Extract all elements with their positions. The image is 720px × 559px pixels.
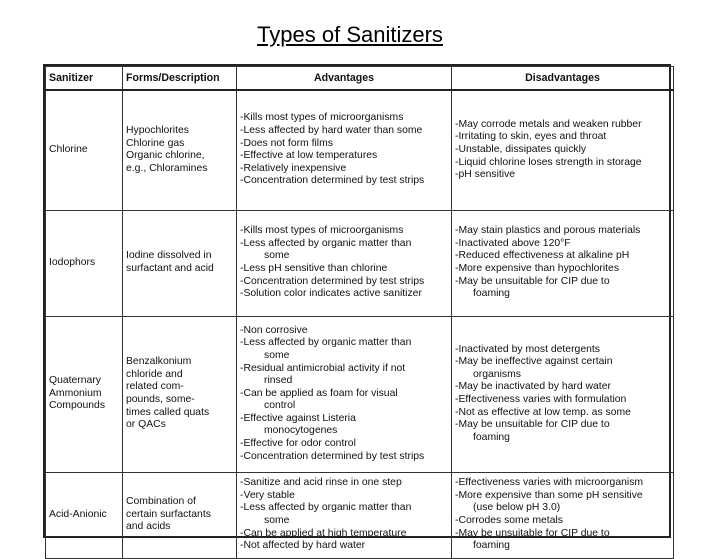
cell-line: -May be inactivated by hard water — [455, 381, 611, 393]
cell-line: -Concentration determined by test strips — [240, 450, 425, 462]
cell-disadvantages — [452, 210, 674, 316]
header-advantages: Advantages — [237, 67, 452, 91]
header-row — [46, 67, 674, 91]
cell-line: -More expensive than hypochlorites — [455, 263, 620, 274]
cell-line: certain surfactants — [126, 508, 211, 520]
cell-disadvantages — [452, 472, 674, 558]
cell-line: -Effectiveness varies with microorganism — [455, 477, 644, 489]
cell-advantages — [237, 316, 452, 472]
cell-line: times called quats — [126, 406, 210, 418]
cell-line: -Less affected by organic matter than — [240, 337, 412, 349]
cell-line: -Kills most types of microorganisms — [240, 112, 404, 124]
sanitizer-table-frame — [43, 64, 671, 552]
cell-line: -pH sensitive — [455, 169, 516, 181]
cell-line: Ammonium — [49, 387, 102, 399]
cell-line: -Kills most types of microorganisms — [240, 225, 404, 237]
cell-line: organisms — [473, 368, 521, 380]
cell-line: pounds, some- — [126, 394, 195, 405]
cell-line: and acids — [126, 521, 171, 533]
cell-line: (use below pH 3.0) — [473, 502, 561, 514]
cell-line: -More expensive than some pH sensitive — [455, 489, 643, 501]
header-disadvantages: Disadvantages — [452, 67, 674, 91]
cell-sanitizer — [46, 316, 123, 472]
cell-line: -Reduced effectiveness at alkaline pH — [455, 250, 630, 262]
row-quaternary-ammonium — [46, 316, 674, 472]
cell-sanitizer — [46, 210, 123, 316]
cell-disadvantages — [452, 316, 674, 472]
cell-line: -Inactivated by most detergents — [455, 343, 600, 355]
cell-line: monocytogenes — [264, 425, 338, 437]
cell-line: Chlorine gas — [126, 137, 185, 149]
cell-line: some — [264, 349, 290, 361]
cell-line: -May corrode metals and weaken rubber — [455, 118, 642, 130]
cell-line: -Liquid chlorine loses strength in storage — [455, 156, 642, 168]
row-acid-anionic — [46, 472, 674, 558]
cell-line: -Less affected by organic matter than — [240, 502, 412, 514]
header-forms: Forms/Description — [123, 67, 237, 91]
cell-line: -Irritating to skin, eyes and throat — [455, 131, 607, 143]
cell-disadvantages — [452, 90, 674, 210]
cell-line: foaming — [473, 431, 510, 443]
cell-line: e.g., Chloramines — [126, 162, 208, 174]
cell-line: Benzalkonium — [126, 356, 192, 368]
cell-line: Iodophors — [49, 256, 96, 268]
cell-line: -Effective against Listeria — [240, 412, 356, 424]
cell-line: or QACs — [126, 419, 166, 431]
cell-advantages — [237, 210, 452, 316]
cell-forms — [123, 210, 237, 316]
cell-sanitizer — [46, 90, 123, 210]
cell-line: -May be unsuitable for CIP due to — [455, 419, 610, 431]
sanitizer-table — [45, 66, 674, 559]
cell-line: -Concentration determined by test strips — [240, 175, 425, 187]
cell-line: -Corrodes some metals — [455, 515, 563, 526]
cell-forms — [123, 90, 237, 210]
page-title: Types of Sanitizers — [257, 22, 443, 47]
cell-line: chloride and — [126, 368, 183, 380]
cell-advantages — [237, 472, 452, 558]
cell-line: -May be unsuitable for CIP due to — [455, 275, 610, 287]
cell-line: surfactant and acid — [126, 263, 214, 274]
cell-line: -Can be applied at high temperature — [240, 527, 407, 539]
cell-line: -Not as effective at low temp. as some — [455, 406, 631, 418]
cell-line: foaming — [473, 540, 510, 552]
cell-line: -Relatively inexpensive — [240, 162, 347, 174]
cell-line: -Very stable — [240, 489, 295, 501]
cell-line: Iodine dissolved in — [126, 250, 212, 262]
cell-advantages — [237, 90, 452, 210]
cell-line: control — [264, 400, 296, 412]
cell-line: -Effective for odor control — [240, 438, 356, 450]
cell-line: -Sanitize and acid rinse in one step — [240, 477, 402, 489]
cell-line: -Effectiveness varies with formulation — [455, 394, 627, 405]
cell-line: rinsed — [264, 375, 293, 387]
cell-line: -Residual antimicrobial activity if not — [240, 362, 406, 374]
cell-line: -Solution color indicates active sanitizer — [240, 288, 422, 300]
cell-line: -Does not form films — [240, 137, 333, 149]
cell-line: Compounds — [49, 400, 106, 412]
cell-line: foaming — [473, 288, 510, 300]
cell-line: -Unstable, dissipates quickly — [455, 143, 587, 155]
cell-line: some — [264, 515, 290, 526]
cell-line: -Can be applied as foam for visual — [240, 387, 398, 399]
cell-line: related com- — [126, 381, 184, 393]
cell-forms — [123, 316, 237, 472]
cell-line: -Non corrosive — [240, 324, 308, 336]
cell-line: -May be ineffective against certain — [455, 356, 613, 368]
cell-line: -Less affected by organic matter than — [240, 237, 412, 249]
cell-line: -Less pH sensitive than chlorine — [240, 263, 388, 274]
cell-line: -Effective at low temperatures — [240, 150, 378, 162]
cell-line: Combination of — [126, 496, 196, 508]
cell-sanitizer — [46, 472, 123, 558]
cell-line: Quaternary — [49, 375, 101, 387]
cell-line: some — [264, 250, 290, 262]
row-chlorine — [46, 90, 674, 210]
row-iodophors — [46, 210, 674, 316]
cell-line: Hypochlorites — [126, 125, 189, 137]
cell-line: -Concentration determined by test strips — [240, 275, 425, 287]
cell-line: Organic chlorine, — [126, 150, 205, 162]
cell-line: Acid-Anionic — [49, 508, 107, 520]
cell-line: -May stain plastics and porous materials — [455, 225, 641, 237]
header-sanitizer: Sanitizer — [46, 67, 123, 91]
cell-line: -Less affected by hard water than some — [240, 125, 423, 137]
cell-line: -Inactivated above 120°F — [455, 237, 571, 249]
cell-line: -May be unsuitable for CIP due to — [455, 527, 610, 539]
cell-line: -Not affected by hard water — [240, 540, 366, 552]
cell-line: Chlorine — [49, 143, 88, 155]
cell-forms — [123, 472, 237, 558]
